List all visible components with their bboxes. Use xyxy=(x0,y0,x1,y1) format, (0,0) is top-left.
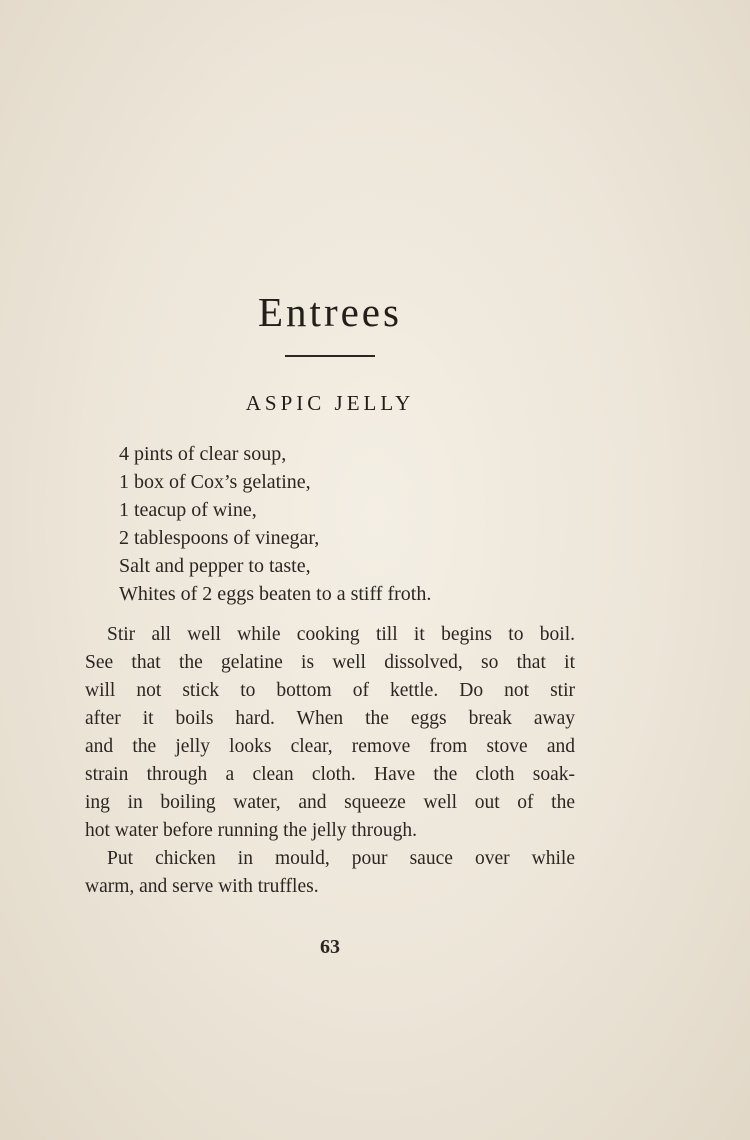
chapter-title: Entrees xyxy=(258,289,402,335)
title-divider xyxy=(285,355,375,357)
ingredient-item: 2 tablespoons of vinegar, xyxy=(119,527,320,549)
text-line: See that the gelatine is well dissolved, so that it xyxy=(85,652,575,673)
text-line: Stir all well while cooking till it begins to boil. xyxy=(107,624,575,645)
ingredient-item: Salt and pepper to taste, xyxy=(119,555,311,577)
text-line: and the jelly looks clear, remove from stove and xyxy=(85,736,575,757)
ingredient-list xyxy=(119,440,431,608)
text-line: ing in boiling water, and squeeze well out of the xyxy=(85,792,575,813)
ingredient-item: 1 teacup of wine, xyxy=(119,499,257,521)
ingredient-item: 4 pints of clear soup, xyxy=(119,443,287,465)
serving-paragraph xyxy=(85,845,575,901)
recipe-title: ASPIC JELLY xyxy=(245,391,415,415)
page-number: 63 xyxy=(320,936,340,958)
text-line: strain through a clean cloth. Have the cloth soak- xyxy=(85,764,575,785)
ingredient-item: 1 box of Cox’s gelatine, xyxy=(119,471,311,493)
text-line: will not stick to bottom of kettle. Do not stir xyxy=(85,680,575,701)
text-line: after it boils hard. When the eggs break away xyxy=(85,708,575,729)
instructions-paragraph xyxy=(85,621,575,845)
text-line: Put chicken in mould, pour sauce over while xyxy=(107,848,575,869)
ingredient-item: Whites of 2 eggs beaten to a stiff froth. xyxy=(119,583,432,605)
text-line: hot water before running the jelly through. xyxy=(85,820,417,841)
text-line: warm, and serve with truffles. xyxy=(85,876,319,897)
